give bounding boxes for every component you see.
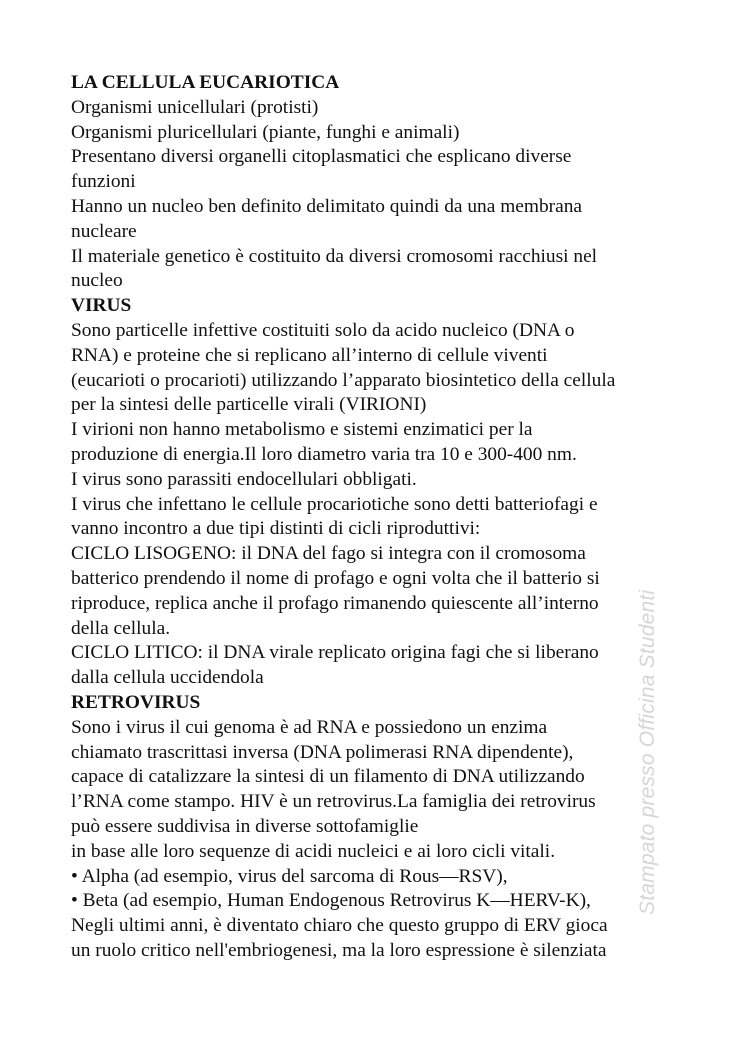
text-line: nucleo [71, 270, 123, 292]
text-line: un ruolo critico nell'embriogenesi, ma la loro espressione è silenziata [71, 939, 607, 961]
text-line: produzione di energia.Il loro diametro varia tra 10 e 300-400 nm. [71, 443, 577, 465]
section-retrovirus [71, 691, 671, 964]
text-line: I virus che infettano le cellule procariotiche sono detti batteriofagi e [71, 493, 598, 515]
text-line: funzioni [71, 171, 136, 193]
section-cellula-eucariotica [71, 71, 671, 294]
text-line: Organismi unicellulari (protisti) [71, 96, 319, 118]
text-line: in base alle loro sequenze di acidi nucleici e ai loro cicli vitali. [71, 840, 556, 862]
watermark-text: Stampato presso Officina Studenti [636, 589, 659, 915]
text-line: della cellula. [71, 617, 171, 639]
text-line: batterico prendendo il nome di profago e ogni volta che il batterio si [71, 567, 600, 589]
text-line: Il materiale genetico è costituito da diversi cromosomi racchiusi nel [71, 245, 598, 267]
section-heading: VIRUS [71, 295, 132, 317]
text-line: l’RNA come stampo. HIV è un retrovirus.La famiglia dei retrovirus [71, 791, 596, 813]
document-body [71, 71, 671, 964]
text-line: per la sintesi delle particelle virali (VIRIONI) [71, 394, 427, 416]
text-line: • Beta (ad esempio, Human Endogenous Retrovirus K—HERV-K), [71, 890, 591, 912]
text-line: Presentano diversi organelli citoplasmatici che esplicano diverse [71, 146, 572, 168]
text-line: CICLO LITICO: il DNA virale replicato origina fagi che si liberano [71, 642, 599, 664]
text-line: I virus sono parassiti endocellulari obbligati. [71, 468, 417, 490]
text-line: dalla cellula uccidendola [71, 667, 264, 689]
text-line: Sono i virus il cui genoma è ad RNA e possiedono un enzima [71, 716, 548, 738]
text-line: Hanno un nucleo ben definito delimitato quindi da una membrana [71, 195, 583, 217]
text-line: I virioni non hanno metabolismo e sistemi enzimatici per la [71, 419, 533, 441]
text-line: Negli ultimi anni, è diventato chiaro che questo gruppo di ERV gioca [71, 915, 608, 937]
section-heading: LA CELLULA EUCARIOTICA [71, 72, 340, 93]
text-line: • Alpha (ad esempio, virus del sarcoma di Rous—RSV), [71, 865, 508, 887]
section-heading: RETROVIRUS [71, 691, 201, 713]
text-line: (eucarioti o procarioti) utilizzando l’apparato biosintetico della cellula [71, 369, 616, 391]
text-line: chiamato trascrittasi inversa (DNA polimerasi RNA dipendente), [71, 741, 574, 763]
text-line: CICLO LISOGENO: il DNA del fago si integra con il cromosoma [71, 543, 586, 565]
text-line: capace di catalizzare la sintesi di un filamento di DNA utilizzando [71, 766, 585, 788]
section-virus [71, 294, 671, 691]
text-line: nucleare [71, 220, 137, 242]
text-line: vanno incontro a due tipi distinti di cicli riproduttivi: [71, 518, 481, 540]
text-line: Sono particelle infettive costituiti solo da acido nucleico (DNA o [71, 319, 575, 341]
text-line: riproduce, replica anche il profago rimanendo quiescente all’interno [71, 592, 599, 614]
text-line: può essere suddivisa in diverse sottofamiglie [71, 815, 419, 837]
text-line: RNA) e proteine che si replicano all’interno di cellule viventi [71, 344, 548, 366]
text-line: Organismi pluricellulari (piante, funghi e animali) [71, 121, 460, 143]
